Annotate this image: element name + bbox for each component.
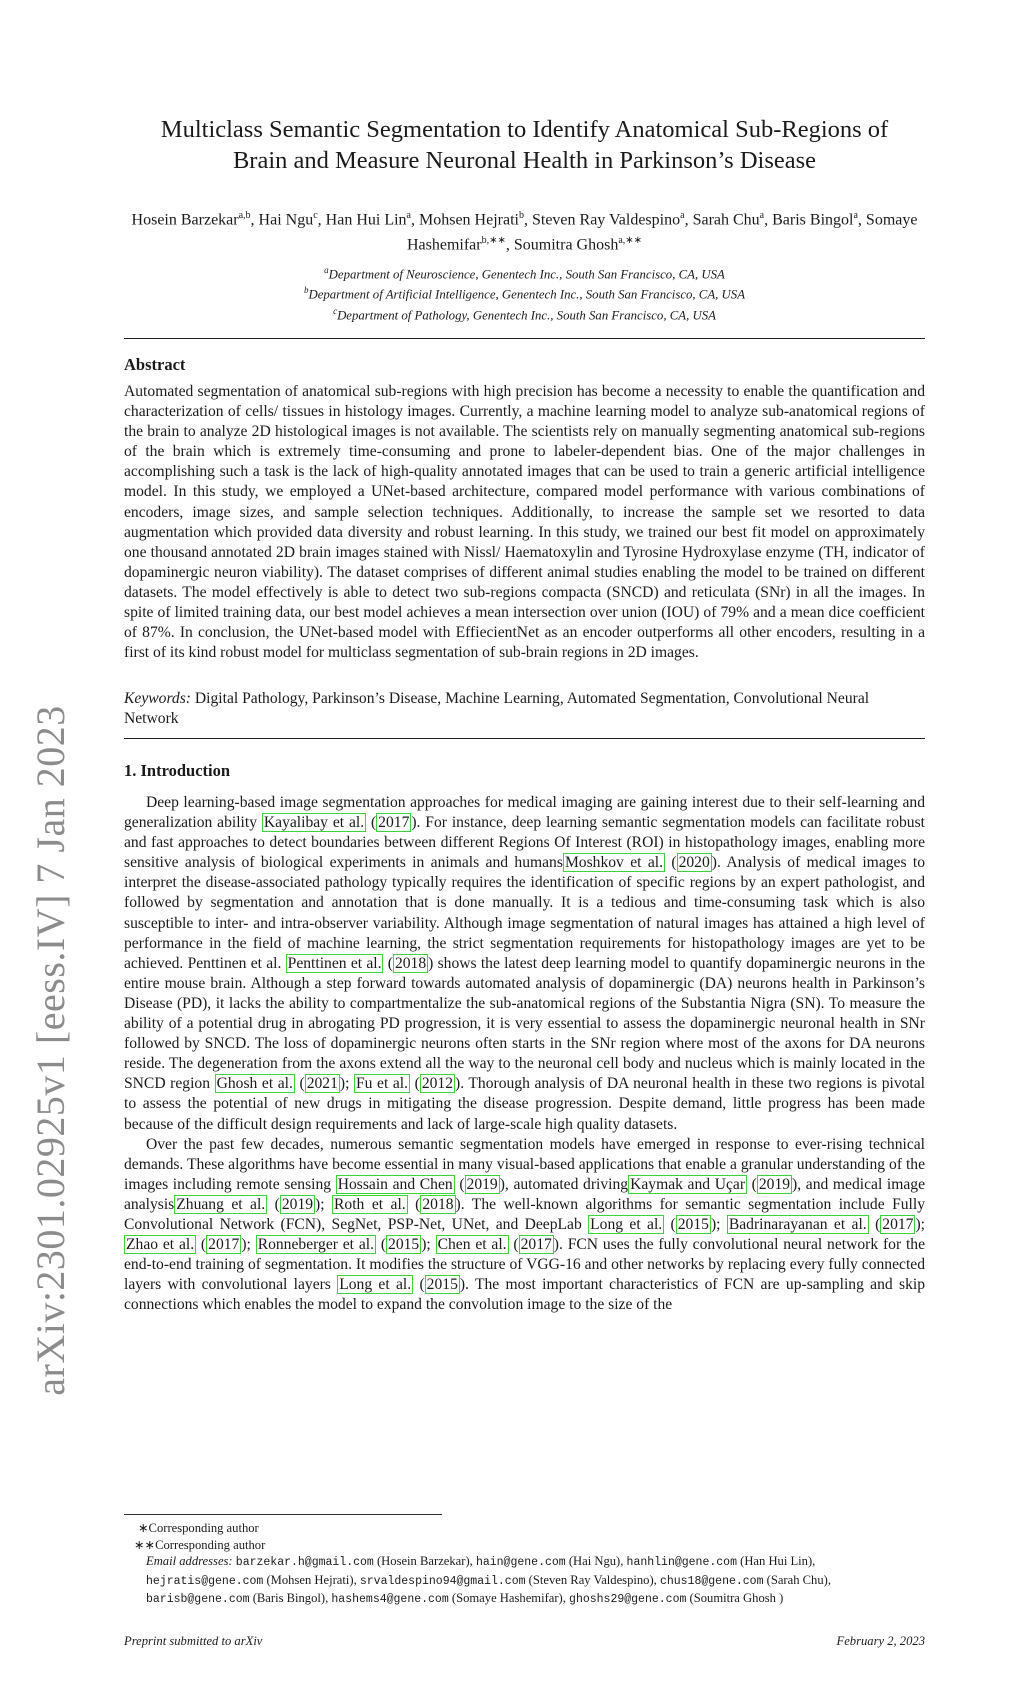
affiliation-list <box>124 262 925 323</box>
affiliation-mark: c <box>333 305 338 316</box>
email-address[interactable]: barisb@gene.com <box>146 1593 250 1606</box>
email-address[interactable]: hain@gene.com <box>475 1556 566 1569</box>
footnotes <box>124 1520 925 1609</box>
paragraph-text: ( <box>664 1215 676 1233</box>
author-name: Hosein Barzekar <box>131 211 239 229</box>
paragraph-text: ), automated driving <box>499 1175 629 1193</box>
affiliation-mark: a <box>324 265 329 275</box>
author-name: Baris Bingol <box>772 211 854 229</box>
citation-link[interactable]: 2019 <box>281 1195 314 1213</box>
paragraph-text: Deep learning-based image segmentation approaches for medical imaging are gaining interest due to their self-learning and generalization ability <box>124 794 925 832</box>
citation-link[interactable]: Long et al. <box>339 1276 412 1294</box>
author-affiliation-mark: a,∗∗ <box>618 235 643 247</box>
citation-link[interactable]: 2017 <box>520 1236 552 1254</box>
citation-link[interactable]: 2012 <box>421 1075 453 1093</box>
paragraph-text: ) shows the latest deep learning model to quantify dopaminergic neurons in the entire mouse brain. Although a step forward towards automated analysis of dopaminergic (DA) neurons health in Parkinson’s Disease (PD), it lacks the ability to compartmentalize the sub-anatomical regions of the Substantia Nigra (SN). To measure the ability of a potential drug in abrogating PD progression, it is very essential to assess the dopaminergic neuronal health in SNr followed by SNCD. The loss of dopaminergic neurons often starts in the SNr region where most of the axons for DA neurons reside. The degeneration from the axons extend all the way to the neuronal cell body and nucleus which is mainly located in the SNCD region <box>124 954 925 1093</box>
paragraph-text: ). The well-known algorithms for semantic segmentation include Fully Convolutional Network (FCN), SegNet, PSP-Net, UNet, and DeepLab <box>124 1195 926 1233</box>
footnote-corresponding-2: ∗∗Corresponding author <box>134 1537 266 1552</box>
footer-preprint: Preprint submitted to arXiv <box>124 1634 263 1648</box>
affiliation-text: Department of Pathology, Genentech Inc., South San Francisco, CA, USA <box>337 307 716 322</box>
email-address[interactable]: ghoshs29@gene.com <box>569 1593 687 1606</box>
citation-link[interactable]: 2018 <box>394 954 427 972</box>
email-address[interactable]: barzekar.h@gmail.com <box>235 1556 374 1569</box>
email-owner: (Somaye Hashemifar) <box>451 1591 563 1605</box>
email-owner: (Steven Ray Valdespino) <box>528 1572 654 1587</box>
author-affiliation-mark: b <box>518 210 524 221</box>
paragraph-text: ( <box>196 1236 207 1254</box>
email-owner: (Hai Ngu) <box>568 1554 621 1568</box>
author-name: Soumitra Ghosh <box>513 236 619 254</box>
affiliation-text: Department of Neuroscience, Genentech Inc., South San Francisco, CA, USA <box>328 267 725 282</box>
citation-link[interactable]: 2015 <box>426 1276 458 1294</box>
email-owner: (Han Hui Lin) <box>740 1554 813 1568</box>
footnote-emails: Email addresses: barzekar.h@gmail.com (Hosein Barzekar), hain@gene.com (Hai Ngu), hanhlin@gene.com (Han Hui Lin), hejratis@gene.com (Mohsen Hejrati), srvaldespino94@gmail.com (Steven Ray Valdespino), chus18@gene.com (Sarah Chu), barisb@gene.com (Baris Bingol), hashems4@gene.com (Somaye Hashemifar), ghoshs29@gene.com (Soumitra Ghosh ) <box>146 1554 832 1606</box>
paragraph-text: ( <box>508 1236 519 1254</box>
citation-link[interactable]: Badrinarayanan et al. <box>728 1215 867 1233</box>
email-label: Email addresses: <box>146 1554 233 1568</box>
email-address[interactable]: hanhlin@gene.com <box>626 1556 737 1569</box>
paragraph-text: ). Thorough analysis of DA neuronal health in these two regions is pivotal to assess the potential of new drugs in mitigating the disease progression. Despite demand, little progress has been made because of the difficult design requirements and lack of large-scale high quality datasets. <box>124 1075 925 1133</box>
email-owner: (Mohsen Hejrati) <box>266 1572 354 1587</box>
paragraph-text: ). The most important characteristics of FCN are up-sampling and skip connections which enables the model to expand the convolution image to the size of the <box>124 1276 925 1314</box>
author-affiliation-mark: a <box>853 210 858 221</box>
paragraph-text: ), and medical image analysis <box>124 1175 926 1213</box>
email-address[interactable]: chus18@gene.com <box>659 1574 764 1588</box>
keywords <box>124 689 925 729</box>
citation-link[interactable]: Penttinen et al. <box>287 954 382 972</box>
paragraph-text: ). For instance, deep learning semantic segmentation models can facilitate robust and fast approaches to detect boundaries between different Regions Of Interest (ROI) in histopathology images, enabling more sensitive analysis of biological experiments in animals and humans <box>124 814 925 872</box>
title-line-2: Brain and Measure Neuronal Health in Parkinson’s Disease <box>232 147 817 174</box>
paragraph-text: ( <box>665 854 677 872</box>
introduction-body <box>124 793 925 1315</box>
paragraph-text: ( <box>383 954 393 972</box>
affiliation-text: Department of Artificial Intelligence, Genentech Inc., South San Francisco, CA, USA <box>308 287 746 302</box>
affiliation <box>124 262 925 282</box>
email-address[interactable]: hejratis@gene.com <box>146 1574 264 1588</box>
citation-link[interactable]: 2017 <box>882 1215 914 1233</box>
introduction-heading: 1. Introduction <box>124 761 231 780</box>
affiliation <box>124 303 925 323</box>
intro-paragraph-2 <box>124 1135 925 1316</box>
affiliation-mark: b <box>303 285 309 296</box>
affiliation <box>124 282 925 302</box>
paragraph-text: ( <box>868 1215 881 1233</box>
citation-link[interactable]: 2018 <box>422 1195 454 1213</box>
citation-link[interactable]: 2015 <box>677 1215 709 1233</box>
author-name: Steven Ray Valdespino <box>531 211 681 229</box>
author-affiliation-mark: a <box>680 210 685 221</box>
paragraph-text: ); <box>915 1215 925 1233</box>
paragraph-text: ). FCN uses the fully convolutional neural network for the end-to-end training of segmentation. It modifies the structure of VGG-16 and other networks by replacing every fully connected layers with convolutional layers <box>124 1236 926 1294</box>
page-footer <box>124 1634 925 1649</box>
paragraph-text: ); <box>241 1236 256 1254</box>
paragraph-text: ); <box>315 1195 333 1213</box>
author-name: Somaye Hashemifar <box>406 211 918 254</box>
citation-link[interactable]: 2017 <box>378 814 410 832</box>
citation-link[interactable]: Chen et al. <box>437 1236 507 1254</box>
keywords-text: Digital Pathology, Parkinson’s Disease, Machine Learning, Automated Segmentation, Convolutional Neural Network <box>124 690 870 728</box>
intro-paragraph-1 <box>124 793 925 1135</box>
abstract-heading: Abstract <box>124 355 186 374</box>
citation-link[interactable]: Fu et al. <box>355 1075 409 1093</box>
citation-link[interactable]: Hossain and Chen <box>337 1175 453 1193</box>
citation-link[interactable]: Zhao et al. <box>126 1236 195 1254</box>
footer-date: February 2, 2023 <box>836 1634 925 1648</box>
keywords-label: Keywords: <box>124 690 191 707</box>
email-address[interactable]: srvaldespino94@gmail.com <box>359 1574 526 1588</box>
citation-link[interactable]: Zhuang et al. <box>176 1195 266 1213</box>
paragraph-text: ( <box>294 1075 305 1093</box>
paragraph-text: ( <box>410 1075 420 1093</box>
author-name: Han Hui Lin <box>325 211 407 229</box>
footnote-rule <box>124 1514 442 1515</box>
citation-link[interactable]: Roth et al. <box>334 1195 406 1213</box>
citation-link[interactable]: 2019 <box>758 1175 791 1193</box>
paper-title <box>124 114 925 176</box>
paragraph-text: ); <box>710 1215 727 1233</box>
paragraph-text: ( <box>366 814 377 832</box>
author-affiliation-mark: a <box>406 210 411 221</box>
title-line-1: Multiclass Semantic Segmentation to Identify Anatomical Sub-Regions of <box>160 116 889 143</box>
author-name: Hai Ngu <box>258 211 314 229</box>
paragraph-text: Over the past few decades, numerous semantic segmentation models have emerged in response to ever-rising technical demands. These algorithms have become essential in many visual-based applications that enable a granular understanding of the images including remote sensing <box>124 1135 925 1193</box>
author-affiliation-mark: a <box>759 210 765 221</box>
citation-link[interactable]: Moshkov et al. <box>564 854 663 872</box>
citation-link[interactable]: 2015 <box>388 1236 420 1254</box>
email-owner: (Hosein Barzekar) <box>376 1554 470 1568</box>
author-name: Sarah Chu <box>692 211 760 229</box>
paragraph-text: ( <box>747 1175 757 1193</box>
paragraph-text: ). Analysis of medical images to interpret the disease-associated pathology typically requires the identification of specific regions by an expert pathologist, and followed by segmentation and annotation that is done manually. It is a tedious and time-consuming task which is also susceptible to inter- and intra-observer variability. Although image segmentation of natural images has attained a high level of performance in the field of machine learning, the strict segmentation requirements for histopathology images are yet to be achieved. Penttinen et al. <box>124 854 926 972</box>
paragraph-text: ( <box>376 1236 387 1254</box>
arxiv-identifier[interactable]: arXiv:2301.02925v1 [eess.IV] 7 Jan 2023 <box>27 704 73 1396</box>
paragraph-text: ); <box>339 1075 354 1093</box>
paragraph-text: ( <box>407 1195 421 1213</box>
author-affiliation-mark: c <box>313 210 318 221</box>
divider-top <box>124 338 925 339</box>
author-list: Hosein Barzekar$^{a,b}$, Hai Ngu$^c$, Han Hui Lin$^a$, Mohsen Hejrati$^b$, Steven Ray Valdespino$^a$, Sarah Chu$^a$, Baris Bingol$^a$, Somaye Hashemifar$^{b,∗∗}$, Soumitra Ghosh$^{a,∗∗}$ <box>131 210 918 254</box>
author-name: Mohsen Hejrati <box>418 211 519 229</box>
email-owner: (Baris Bingol) <box>252 1591 326 1605</box>
citation-link[interactable]: Kayalibay et al. <box>263 814 365 832</box>
citation-link[interactable]: Kaymak and Uçar <box>630 1175 746 1193</box>
email-address[interactable]: hashems4@gene.com <box>331 1593 449 1606</box>
citation-link[interactable]: Ronneberger et al. <box>257 1236 374 1254</box>
paragraph-text: ( <box>413 1276 425 1294</box>
citation-link[interactable]: 2020 <box>678 854 710 872</box>
divider-bottom <box>124 738 925 739</box>
citation-link[interactable]: 2019 <box>466 1175 498 1193</box>
paragraph-text: ( <box>267 1195 280 1213</box>
author-affiliation-mark: a,b <box>238 210 251 221</box>
citation-link[interactable]: Long et al. <box>590 1215 663 1233</box>
arxiv-watermark <box>14 704 86 1396</box>
citation-link[interactable]: Ghosh et al. <box>216 1075 293 1093</box>
abstract-text: Automated segmentation of anatomical sub-regions with high precision has become a necessity to enable the quantification and characterization of cells/ tissues in histology images. Currently, a machine learning model to analyze sub-anatomical regions of the brain to analyze 2D histological images is not available. The scientists rely on manually segmenting anatomical sub-regions of the brain which is extremely time-consuming and prone to labeler-dependent bias. One of the major challenges in accomplishing such a task is the lack of high-quality annotated images that can be used to train a generic artificial intelligence model. In this study, we employed a UNet-based architecture, compared model performance with various combinations of encoders, image sizes, and sample selection techniques. Additionally, to increase the sample set we resorted to data augmentation which provided data diversity and robust learning. In this study, we trained our best fit model on approximately one thousand annotated 2D brain images stained with Nissl/ Haematoxylin and Tyrosine Hydroxylase enzyme (TH, indicator of dopaminergic neuron viability). The dataset comprises of different animal studies enabling the model to be trained on different datasets. The model effectively is able to detect two sub-regions compacta (SNCD) and reticulata (SNr) in all the images. In spite of limited training data, our best model achieves a mean intersection over union (IOU) of 79% and a mean dice coefficient of 87%. In conclusion, the UNet-based model with EffiecientNet as an encoder outperforms all other encoders, resulting in a first of its kind robust model for multiclass segmentation of sub-brain regions in 2D images. <box>124 383 925 662</box>
email-owner: (Sarah Chu) <box>766 1572 828 1587</box>
email-owner: (Soumitra Ghosh ) <box>689 1591 784 1605</box>
citation-link[interactable]: 2021 <box>306 1075 338 1093</box>
footnote-corresponding-1: ∗Corresponding author <box>138 1521 259 1535</box>
paragraph-text: ( <box>454 1175 465 1193</box>
author-affiliation-mark: b,∗∗ <box>481 235 506 247</box>
paragraph-text: ); <box>421 1236 436 1254</box>
citation-link[interactable]: 2017 <box>208 1236 240 1254</box>
